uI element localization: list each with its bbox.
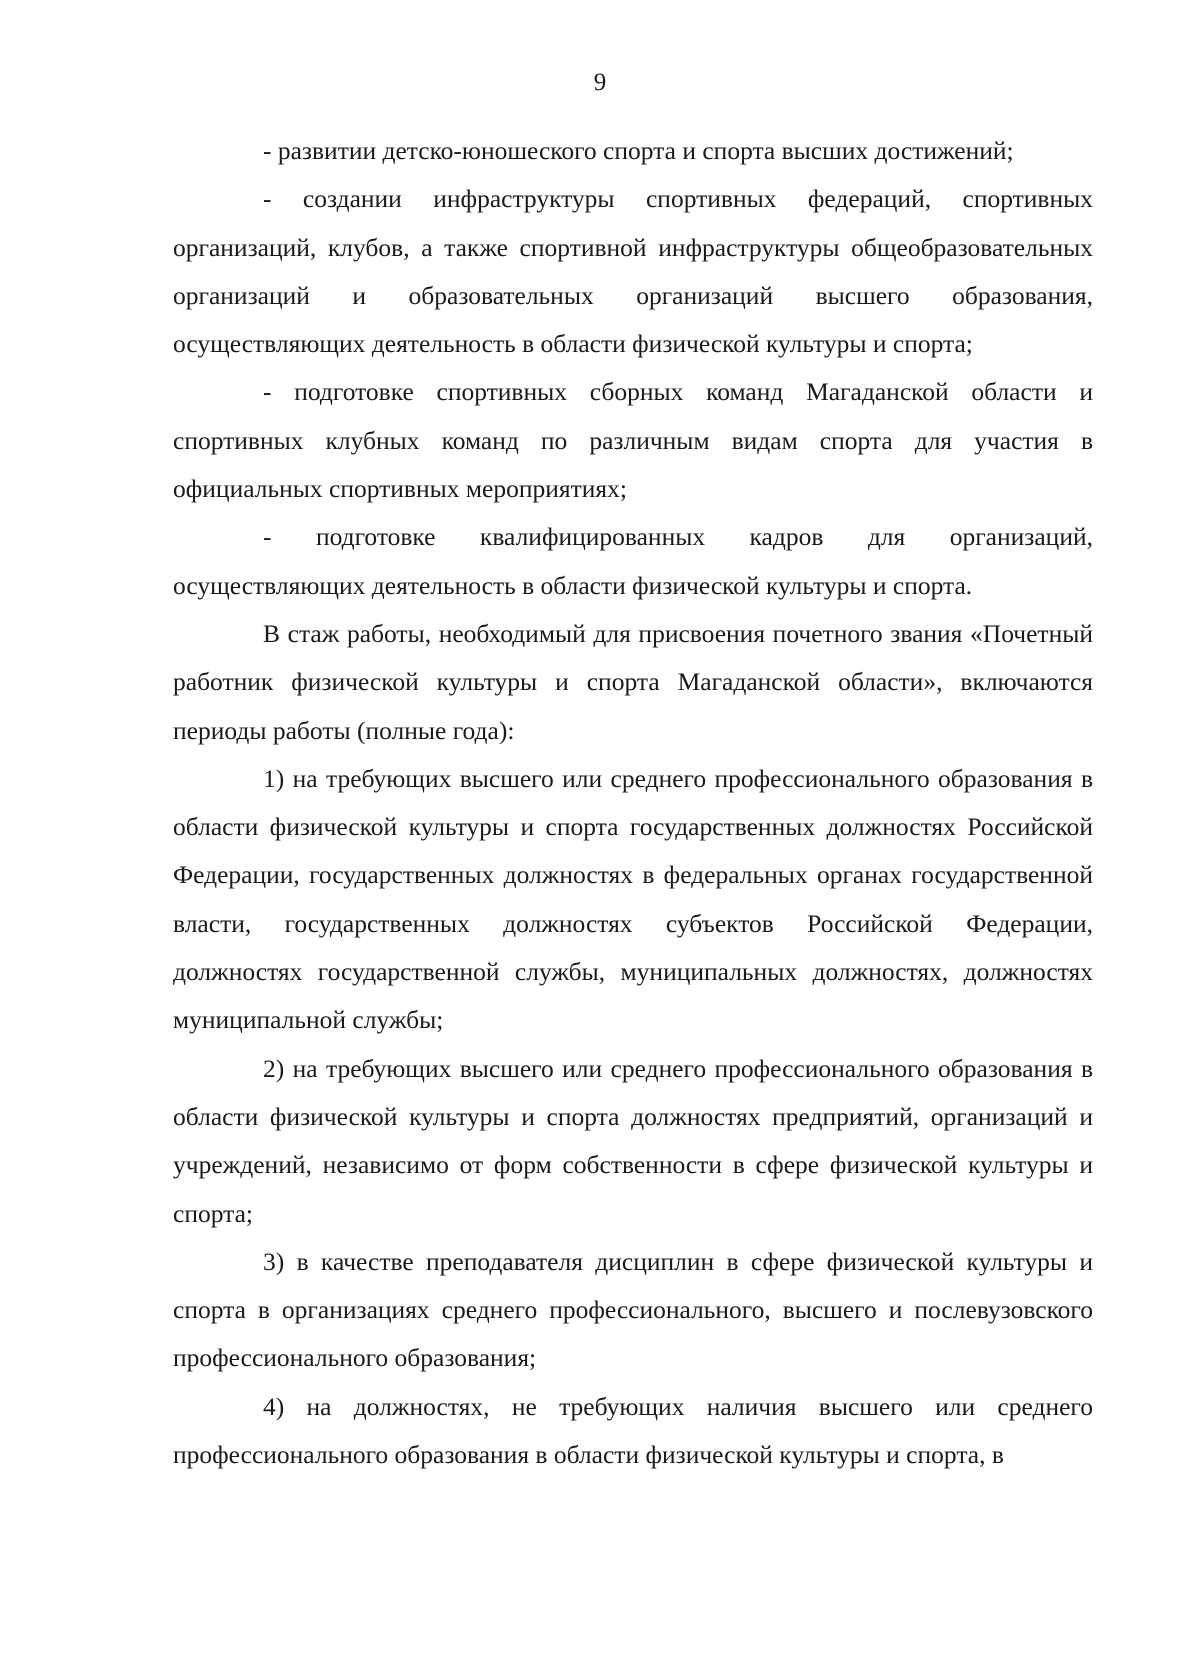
- paragraph-team-preparation: - подготовке спортивных сборных команд Магаданской области и спортивных клубных команд по различным видам спорта для участия в официальных спортивных мероприятиях;: [173, 377, 1093, 504]
- paragraph-item-2: 2) на требующих высшего или среднего профессионального образования в области физической культуры и спорта должностях предприятий, организаций и учреждений, независимо от форм собственности в сфере физической культуры и спорта;: [173, 1053, 1093, 1228]
- paragraph-infrastructure: - создании инфраструктуры спортивных федераций, спортивных организаций, клубов, а также спортивной инфраструктуры общеобразовательных организаций и образовательных организаций высшего образования, осуществляющих деятельность в области физической культуры и спорта;: [173, 184, 1093, 359]
- paragraph-item-1: 1) на требующих высшего или среднего профессионального образования в области физической культуры и спорта государственных должностях Российской Федерации, государственных должностях в федеральных органах государственной власти, государственных должностях субъектов Российской Федерации, должностях государственной службы, муниципальных должностях, должностях муниципальной службы;: [173, 763, 1093, 1035]
- page-number: 9: [593, 69, 607, 96]
- paragraph-youth-sport: - развитии детско-юношеского спорта и спорта высших достижений;: [263, 136, 1014, 165]
- paragraph-personnel-training: - подготовке квалифицированных кадров для организаций, осуществляющих деятельность в области физической культуры и спорта.: [173, 522, 1093, 600]
- paragraph-work-experience: В стаж работы, необходимый для присвоения почетного звания «Почетный работник физической культуры и спорта Магаданской области», включаются периоды работы (полные года):: [173, 618, 1093, 745]
- document-body: [173, 127, 1093, 1479]
- paragraph-item-3: 3) в качестве преподавателя дисциплин в сфере физической культуры и спорта в организациях среднего профессионального, высшего и послевузовского профессионального образования;: [173, 1246, 1093, 1373]
- paragraph-item-4: 4) на должностях, не требующих наличия высшего или среднего профессионального образования в области физической культуры и спорта, в: [173, 1391, 1093, 1470]
